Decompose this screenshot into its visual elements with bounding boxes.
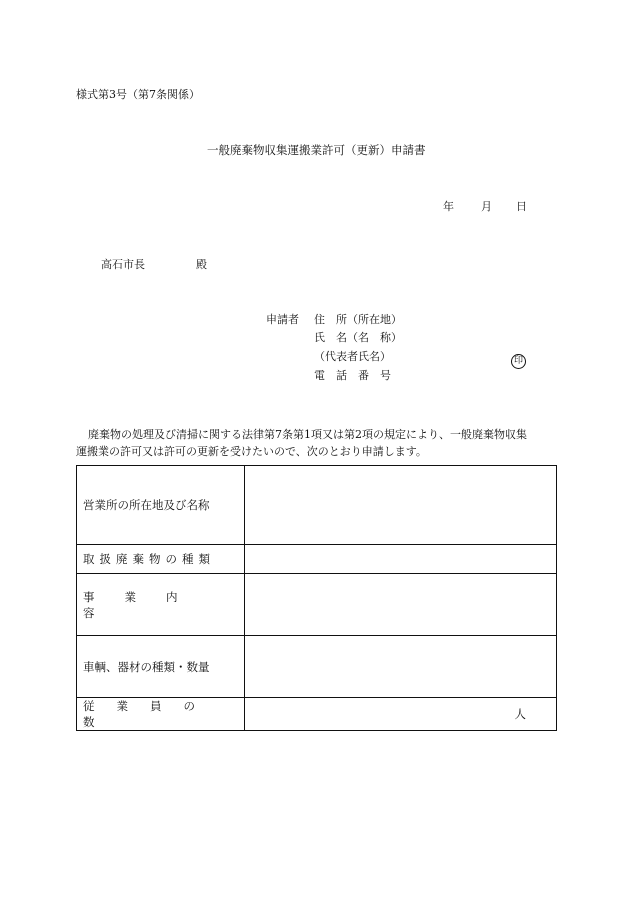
- label-employee-count: 従業員の数: [83, 699, 217, 729]
- applicant-label: 申請者: [266, 313, 299, 326]
- table-label-cell: [77, 636, 245, 698]
- label-business-content: 事業内容: [83, 589, 208, 620]
- date-year-label: 年: [443, 200, 454, 213]
- addressee-name: 高石市長: [101, 258, 145, 271]
- label-office-location-name: 営業所の所在地及び名称: [83, 498, 210, 512]
- body-text-line-2: 運搬業の許可又は許可の更新を受けたいので、次のとおり申請します。: [76, 445, 427, 458]
- business-content-field[interactable]: [245, 574, 557, 636]
- date-month-label: 月: [481, 200, 492, 213]
- seal-text: 印: [511, 354, 526, 369]
- applicant-name-label: 氏 名（名 称）: [314, 331, 402, 344]
- table-row: [77, 698, 557, 731]
- document-title: 一般廃棄物収集運搬業許可（更新）申請書: [207, 143, 426, 157]
- table-label-cell: [77, 466, 245, 545]
- table-row: [77, 636, 557, 698]
- table-row: [77, 466, 557, 545]
- table-row: [77, 574, 557, 636]
- office-location-name-field[interactable]: [245, 466, 557, 545]
- table-label-cell: [77, 698, 245, 731]
- employee-count-field[interactable]: [245, 698, 557, 731]
- applicant-phone-label: 電 話 番 号: [314, 369, 391, 382]
- seal-mark: [511, 348, 526, 369]
- applicant-address-label: 住 所（所在地）: [314, 313, 402, 326]
- application-table: [76, 465, 557, 731]
- employee-count-unit: 人: [514, 707, 526, 721]
- table-row: [77, 545, 557, 574]
- label-vehicles-equipment: 車輌、器材の種類・数量: [83, 659, 210, 674]
- date-day-label: 日: [516, 200, 527, 213]
- form-number: 様式第3号（第7条関係）: [76, 88, 200, 101]
- applicant-representative-label: （代表者氏名）: [314, 350, 391, 363]
- vehicles-equipment-field[interactable]: [245, 636, 557, 698]
- waste-types-field[interactable]: [245, 545, 557, 574]
- body-text-line-1: 廃棄物の処理及び清掃に関する法律第7条第1項又は第2項の規定により、一般廃棄物収集: [88, 428, 527, 441]
- label-waste-types: 取扱廃棄物の種類: [83, 552, 215, 566]
- addressee-suffix: 殿: [196, 258, 207, 271]
- table-label-cell: [77, 545, 245, 574]
- table-label-cell: [77, 574, 245, 636]
